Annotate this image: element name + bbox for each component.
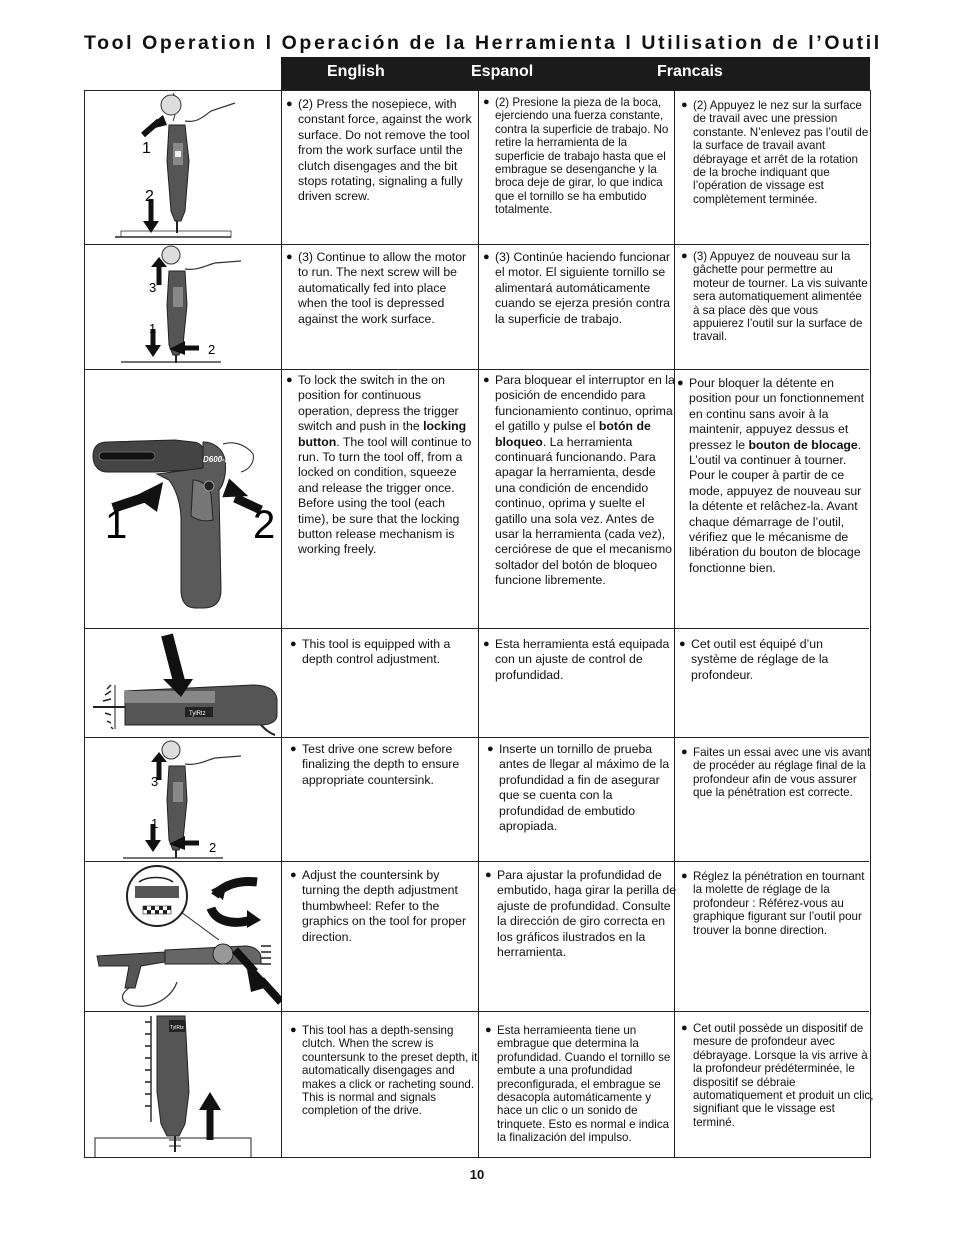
spanish-cell xyxy=(479,629,675,737)
figure-cell xyxy=(85,370,282,628)
spanish-text xyxy=(483,373,675,589)
french-cell xyxy=(675,370,869,628)
page-title: Tool Operation l Operación de la Herramienta l Utilisation de l’Outil xyxy=(84,32,882,54)
spanish-cell xyxy=(479,91,675,244)
trigger-lock-illustration xyxy=(85,370,282,629)
locking-button-term: botón de bloqueo xyxy=(495,419,651,449)
english-text: ● (2) Press the nosepiece, with constant force, against the work surface. Do not remove the tool from the work surface until the clutch disengages and the bit stops rotating, signaling a fully driven screw. xyxy=(286,97,478,205)
figure-cell xyxy=(85,862,282,1011)
english-cell xyxy=(282,629,479,737)
brand-label: TylRtz xyxy=(170,1025,184,1031)
french-text: ● (2) Appuyez le nez sur la surface de travail avec une pression constante. N’enlevez pas l’outil de la surface de travail avant débrayage et arrêt de la rotation de la broche indiquant que l’opération de vissage est complètement terminée. xyxy=(681,99,871,206)
english-cell xyxy=(282,245,479,369)
test-drive-illustration xyxy=(85,738,282,862)
spanish-cell xyxy=(479,370,675,628)
figure-cell xyxy=(85,738,282,861)
tool-model-label: D600-AC xyxy=(203,455,237,464)
spanish-text: ● Para ajustar la profundidad de embutido, haga girar la perilla de ajuste de profundidad. Consulte la dirección de giro correcta en los gráficos ilustrados en la herramienta. xyxy=(485,868,677,960)
table-row xyxy=(85,737,869,861)
french-cell xyxy=(675,862,869,1011)
spanish-text: ● Esta herramieenta tiene un embrague que determina la profundidad. Cuando el tornillo se embute a una profundidad preconfigurada, el embrague se desacopla automáticamente y hace un clic o un sonido de trinquete. Esto es normal e indica la finalización del impulso. xyxy=(485,1024,679,1145)
table-row xyxy=(85,1011,874,1157)
figure-label: 1 xyxy=(142,140,151,157)
language-header-bar xyxy=(281,57,870,90)
spanish-text: ● Esta herramienta está equipada con un ajuste de control de profundidad. xyxy=(483,637,675,683)
french-cell xyxy=(675,738,869,861)
table-row xyxy=(85,91,869,244)
english-cell xyxy=(282,738,479,861)
english-cell xyxy=(282,91,479,244)
spanish-cell xyxy=(479,862,675,1011)
figure-cell xyxy=(85,629,282,737)
french-text xyxy=(677,376,871,576)
figure-label: 2 xyxy=(253,503,276,547)
french-cell xyxy=(675,91,869,244)
lang-english: English xyxy=(327,63,385,80)
page-number: 10 xyxy=(469,1167,485,1182)
spanish-cell xyxy=(479,738,675,861)
figure-label: 3 xyxy=(149,280,157,295)
figure-cell xyxy=(85,1012,282,1157)
thumbwheel-illustration xyxy=(85,862,282,1012)
brand-label: TylRtz xyxy=(189,711,206,717)
spanish-text: ● (3) Continúe haciendo funcionar el motor. El siguiente tornillo se alimentará automáticamente cuando se ejerza presión contra la superficie de trabajo. xyxy=(483,250,673,327)
text-part: To lock the switch in the on position for continuous operation, depress the trigger switch and push in the xyxy=(298,373,459,434)
french-text: ● Réglez la pénétration en tournant la molette de réglage de la profondeur : Référez-vous au graphique figurant sur l’outil pour trouver la bonne direction. xyxy=(681,870,873,937)
english-cell xyxy=(282,370,479,628)
spanish-text: ● (2) Presione la pieza de la boca, ejerciendo una fuerza constante, contra la superficie de trabajo. No retire la herramienta de la superficie de trabajo hasta que el embrague se desenganche y la broca deje de girar, lo que indica que el tornillo se ha embutido totalmente. xyxy=(483,96,673,217)
french-text: ● Faites un essai avec une vis avant de procéder au réglage final de la profondeur afin de vous assurer que la pénétration est correcte. xyxy=(681,746,873,800)
tool-press-illustration xyxy=(85,91,282,244)
locking-button-term: locking button xyxy=(298,419,467,449)
figure-cell xyxy=(85,91,282,244)
depth-control-illustration xyxy=(85,629,282,738)
english-text: ● Test drive one screw before finalizing the depth to ensure appropriate countersink. xyxy=(290,742,478,788)
english-cell xyxy=(282,1012,479,1157)
lang-francais: Francais xyxy=(657,63,723,80)
spanish-cell xyxy=(479,1012,675,1157)
text-part: . The tool will continue to run. To turn the tool off, from a locked on condition, squeeze and release the trigger once. Before using the tool (each time), be sure that the locking button release mechanism is working freely. xyxy=(298,434,472,557)
clutch-illustration xyxy=(85,1012,282,1158)
instruction-table xyxy=(84,90,874,1158)
text-part: Para bloquear el interruptor en la posición de encendido para funcionamiento continuo, oprima el gatillo y pulse el xyxy=(495,373,675,434)
text-part: . L’outil va continuer à tourner. Pour le couper à partir de ce mode, appuyez de nouveau sur la détente et relâchez-la. Avant chaque démarrage de l’outil, vérifiez que le mécanisme de libération du bouton de blocage fonctionne bien. xyxy=(689,437,862,575)
table-row xyxy=(85,244,869,369)
figure-label: 2 xyxy=(208,342,216,357)
figure-label: 1 xyxy=(149,321,157,336)
tool-continue-illustration xyxy=(85,245,282,370)
figure-label: 3 xyxy=(151,774,159,789)
table-row xyxy=(85,628,869,737)
english-text: ● This tool has a depth-sensing clutch. When the screw is countersunk to the preset depth, it automatically disengages and makes a click or racheting sound. This is normal and signals completion of the drive. xyxy=(290,1024,482,1118)
text-part: Pour bloquer la détente en position pour un fonctionnement en continu sans avoir à la maintenir, appuyez dessus et pressez le xyxy=(689,376,865,452)
french-cell xyxy=(675,629,869,737)
french-cell xyxy=(675,245,869,369)
figure-label: 1 xyxy=(151,816,159,831)
english-text: ● Adjust the countersink by turning the depth adjustment thumbwheel: Refer to the graphics on the tool for proper direction. xyxy=(290,868,478,945)
french-cell xyxy=(675,1012,874,1157)
lang-espanol: Espanol xyxy=(471,63,534,80)
spanish-text: ● Inserte un tornillo de prueba antes de llegar al máximo de la profundidad a fin de asegurar que se cuenta con la profundidad de embutido apropiada. xyxy=(487,742,675,834)
english-cell xyxy=(282,862,479,1011)
english-text xyxy=(286,373,478,558)
english-text: ● (3) Continue to allow the motor to run. The next screw will be automatically fed into place when the tool is depressed against the work surface. xyxy=(286,250,476,327)
table-row xyxy=(85,369,869,628)
french-text: ● Cet outil est équipé d’un système de réglage de la profondeur. xyxy=(679,637,871,683)
figure-label: 1 xyxy=(105,503,128,547)
french-text: ● (3) Appuyez de nouveau sur la gâchette pour permettre au moteur de tourner. La vis suivante sera automatiquement alimentée à sa place dès que vous appuierez l’outil sur la surface de travail. xyxy=(681,250,871,344)
figure-cell xyxy=(85,245,282,369)
figure-label: 2 xyxy=(145,188,154,205)
english-text: ● This tool is equipped with a depth control adjustment. xyxy=(290,637,478,668)
text-part: . La herramienta continuará funcionando. Para apagar la herramienta, desde una condición de encendido continuo, oprima y suelte el gatillo una sola vez. Antes de usar la herramienta (cada vez), cerciórese de que el mecanismo soltador del botón de bloqueo funcione libremente. xyxy=(495,434,673,588)
spanish-cell xyxy=(479,245,675,369)
french-text: ● Cet outil possède un dispositif de mesure de profondeur avec débrayage. Lorsque la vis arrive à la profondeur prédéterminée, le dispositif se débraie automatiquement et produit un clic, signifiant que le vissage est terminé. xyxy=(681,1022,875,1129)
figure-label: 2 xyxy=(209,840,217,855)
locking-button-term: bouton de blocage xyxy=(748,437,858,452)
table-row xyxy=(85,861,869,1011)
